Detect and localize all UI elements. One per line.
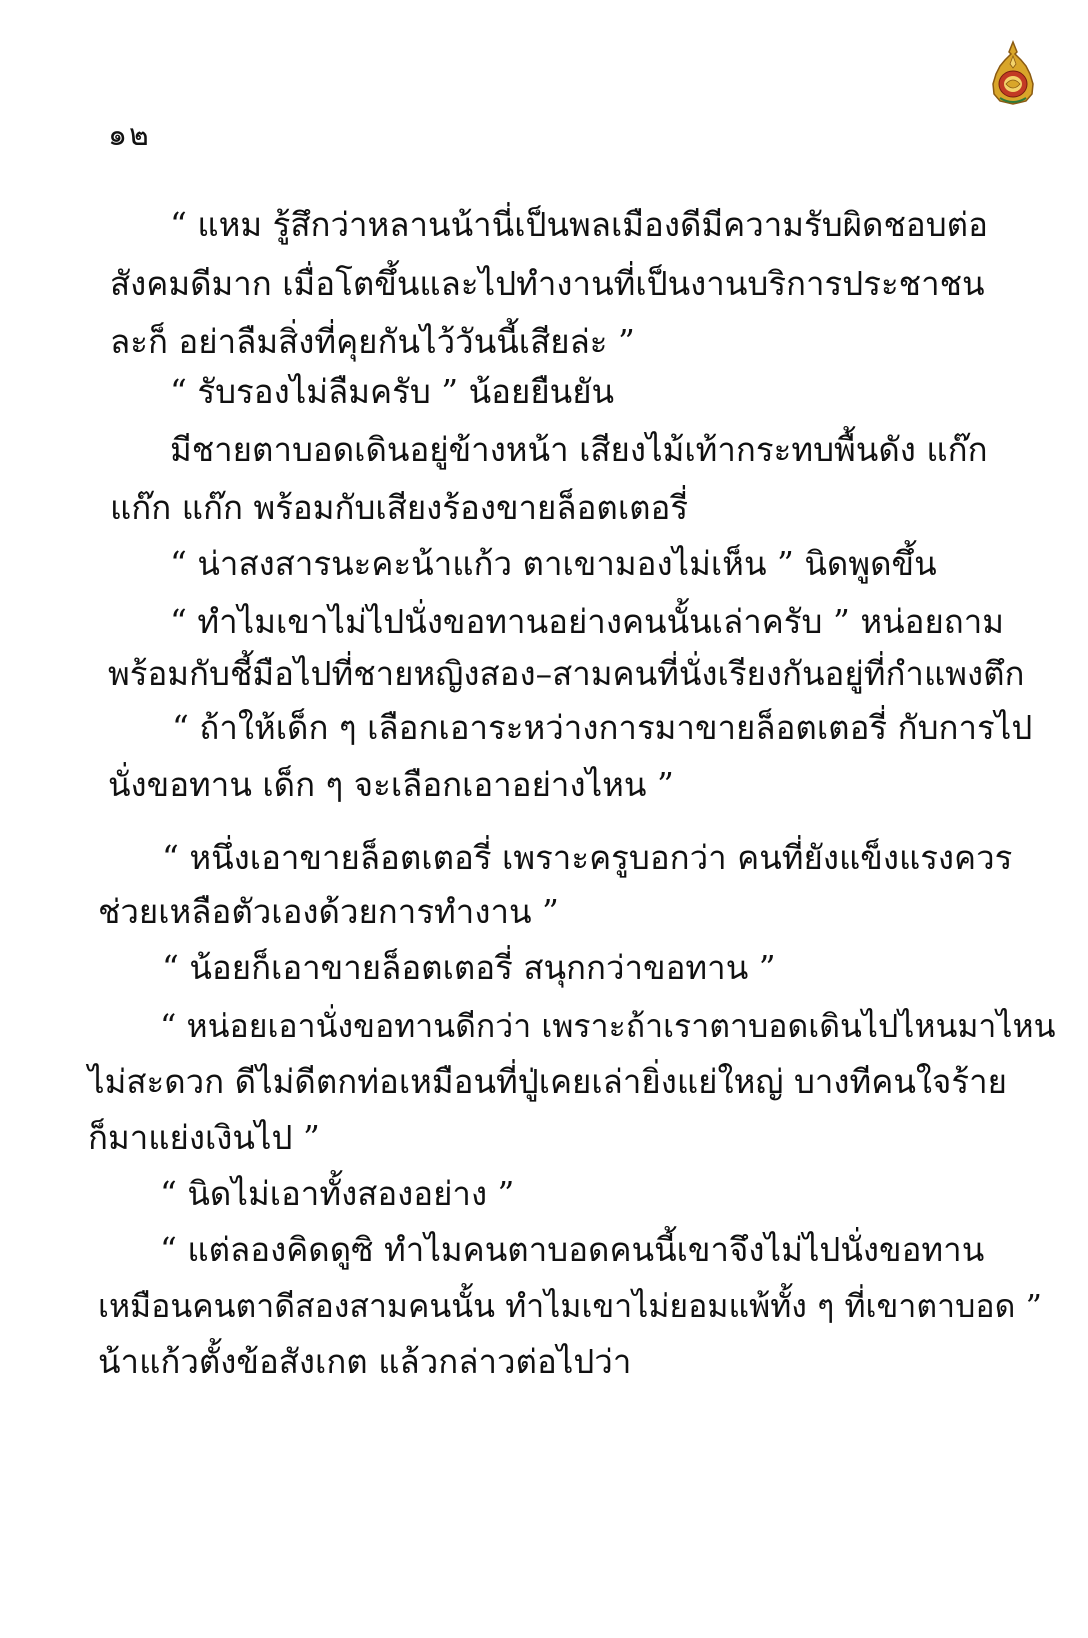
text-line: “ ถ้าให้เด็ก ๆ เลือกเอาระหว่างการมาขายล็อตเตอรี่ กับการไป [172, 708, 1033, 747]
text-line: “ หนึ่งเอาขายล็อตเตอรี่ เพราะครูบอกว่า คนที่ยังแข็งแรงควร [162, 838, 1013, 877]
text-line: ก็มาแย่งเงินไป ” [88, 1118, 320, 1157]
text-line: ไม่สะดวก ดีไม่ดีตกท่อเหมือนที่ปู่เคยเล่ายิ่งแย่ใหญ่ บางทีคนใจร้าย [88, 1062, 1007, 1101]
text-line: น้าแก้วตั้งข้อสังเกต แล้วกล่าวต่อไปว่า [98, 1342, 632, 1381]
page-number: ๑๒ [108, 118, 151, 153]
text-line: ละก็ อย่าลืมสิ่งที่คุยกันไว้วันนี้เสียล่ะ ” [110, 322, 635, 361]
text-line: สังคมดีมาก เมื่อโตขึ้นและไปทำงานที่เป็นงานบริการประชาชน [110, 264, 985, 303]
text-line: “ แหม รู้สึกว่าหลานน้านี่เป็นพลเมืองดีมีความรับผิดชอบต่อ [170, 205, 988, 244]
text-line: “ น้อยก็เอาขายล็อตเตอรี่ สนุกกว่าขอทาน ” [162, 948, 776, 987]
text-line: “ นิดไม่เอาทั้งสองอย่าง ” [160, 1174, 515, 1213]
text-line: เหมือนคนตาดีสองสามคนนั้น ทำไมเขาไม่ยอมแพ้ทั้ง ๆ ที่เขาตาบอด ” [98, 1287, 1042, 1325]
text-line: “ ทำไมเขาไม่ไปนั่งขอทานอย่างคนนั้นเล่าครับ ” หน่อยถาม [170, 602, 1005, 641]
text-line: พร้อมกับชี้มือไปที่ชายหญิงสอง–สามคนที่นั่งเรียงกันอยู่ที่กำแพงตึก [108, 654, 1025, 693]
text-line: “ แต่ลองคิดดูซิ ทำไมคนตาบอดคนนี้เขาจึงไม่ไปนั่งขอทาน [160, 1230, 985, 1269]
text-line: นั่งขอทาน เด็ก ๆ จะเลือกเอาอย่างไหน ” [108, 765, 674, 804]
text-line: แก๊ก แก๊ก พร้อมกับเสียงร้องขายล็อตเตอรี่ [110, 488, 689, 527]
school-emblem-icon [988, 40, 1038, 106]
text-line: ช่วยเหลือตัวเองด้วยการทำงาน ” [98, 892, 559, 931]
text-line: “ หน่อยเอานั่งขอทานดีกว่า เพราะถ้าเราตาบอดเดินไปไหนมาไหน [160, 1007, 1056, 1045]
text-line: “ รับรองไม่ลืมครับ ” น้อยยืนยัน [170, 372, 615, 411]
text-line: มีชายตาบอดเดินอยู่ข้างหน้า เสียงไม้เท้ากระทบพื้นดัง แก๊ก [170, 430, 988, 469]
text-line: “ น่าสงสารนะคะน้าแก้ว ตาเขามองไม่เห็น ” นิดพูดขึ้น [170, 544, 937, 583]
